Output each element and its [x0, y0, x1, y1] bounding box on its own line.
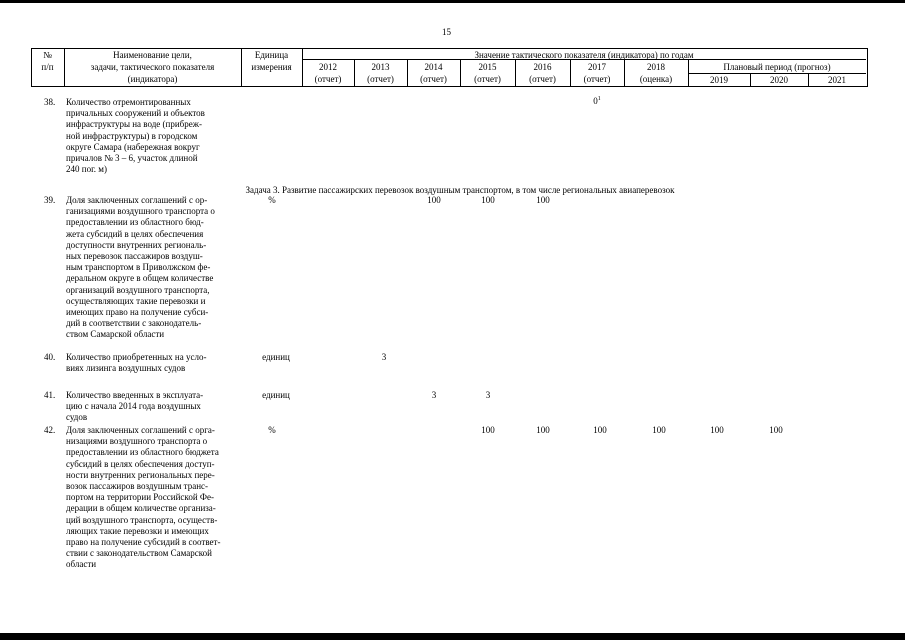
bottom-border [0, 633, 905, 640]
cell-value: 100 [710, 425, 724, 435]
header-num: п/п [41, 62, 54, 72]
page-number: 15 [442, 27, 451, 37]
row-number: 38. [44, 97, 56, 107]
year-note: (отчет) [474, 74, 501, 84]
row-text: Доля заключенных соглашений с ор- ганизациями воздушного транспорта о предоставлении из областного бюд- жета субсидий в целях обеспечения доступности внутренних региональ- ных перевозок пассажиров воздуш- ным транспортом в Приволжском фе- деральном округе в общем количестве организаций воздушного транспорта, осуществляющих такие перевозки и имеющих право на получение субси- дий в соответствии с законодатель- ством Самарской области [66, 195, 215, 340]
row-text: Количество введенных в эксплуата- цию с начала 2014 года воздушных судов [66, 390, 204, 423]
cell-value: 100 [427, 195, 441, 205]
row-number: 40. [44, 352, 56, 362]
cell-value: $0^1$ [593, 96, 601, 106]
cell-value: 100 [593, 425, 607, 435]
row-number: 41. [44, 390, 56, 400]
cell-value: 100 [536, 425, 550, 435]
cell-value: 3 [431, 390, 437, 400]
cell-unit: % [268, 195, 276, 205]
top-border [0, 0, 905, 3]
header-name: (индикатора) [127, 74, 178, 84]
year-note: (отчет) [529, 74, 556, 84]
row-sep [688, 73, 866, 74]
year-2017: 2017 [588, 62, 606, 72]
year-2018: 2018 [647, 62, 665, 72]
header-num: № [43, 50, 52, 60]
year-2016: 2016 [533, 62, 552, 72]
year-2019: 2019 [710, 75, 728, 85]
cell-value: 100 [481, 195, 495, 205]
row-number: 42. [44, 425, 56, 435]
header-values-title: Значение тактического показателя (индикатора) по годам [474, 50, 694, 60]
cell-value: 3 [381, 352, 387, 362]
cell-unit: % [268, 425, 276, 435]
year-note: (отчет) [367, 74, 394, 84]
cell-value: 100 [481, 425, 495, 435]
cell-value: 100 [652, 425, 666, 435]
year-2021: 2021 [828, 75, 846, 85]
cell-unit: единиц [262, 390, 290, 400]
year-2013: 2013 [371, 62, 390, 72]
header-name: задачи, тактического показателя [90, 62, 215, 72]
row-text: Количество отремонтированных причальных сооружений и объектов инфраструктуры на воде (прибреж- ной инфраструктуры) в городском округе Самара (набережная вокруг причалов № 3 – 6, участок длиной 240 пог. м) [66, 97, 205, 175]
header-plan-title: Плановый период (прогноз) [723, 62, 831, 72]
row-number: 39. [44, 195, 56, 205]
row-text: Количество приобретенных на усло- виях лизинга воздушных судов [66, 352, 207, 374]
year-note: (оценка) [639, 74, 673, 84]
year-2012: 2012 [319, 62, 337, 72]
section-title: Задача 3. Развитие пассажирских перевозок воздушным транспортом, в том числе региональных авиаперевозок [245, 185, 675, 195]
cell-unit: единиц [262, 352, 290, 362]
row-text: Доля заключенных соглашений с орга- низациями воздушного транспорта о предоставлении из областного бюджета субсидий в целях обеспечения доступ- ности внутренних региональных пере- возок пассажиров воздушным транс- портом на территории Российской Фе- дерации в общем количестве организа- ций воздушного транспорта, осуществ- ляющих такие перевозки и имеющих право на получение субсидий в соответ- ствии с законодательством Самарской области [66, 425, 221, 570]
year-2014: 2014 [424, 62, 443, 72]
cell-value: 3 [485, 390, 491, 400]
year-2015: 2015 [478, 62, 497, 72]
header-unit: измерения [251, 62, 292, 72]
cell-value: 100 [769, 425, 783, 435]
header-name: Наименование цели, [113, 50, 192, 60]
header-unit: Единица [254, 50, 289, 60]
year-note: (отчет) [420, 74, 447, 84]
year-note: (отчет) [314, 74, 342, 84]
year-note: (отчет) [583, 74, 611, 84]
cell-value: 100 [536, 195, 550, 205]
year-2020: 2020 [770, 75, 788, 85]
